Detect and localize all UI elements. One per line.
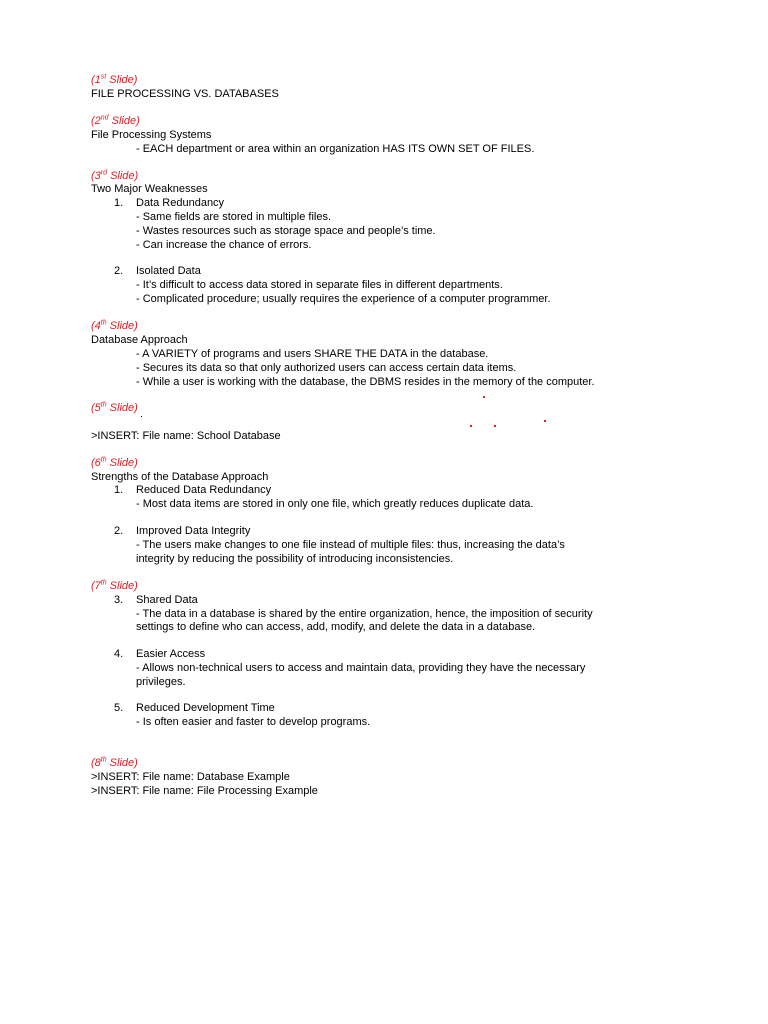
- slide-2-bullet: - EACH department or area within an organization HAS ITS OWN SET OF FILES.: [136, 143, 535, 155]
- slide-6-tag: (6th Slide): [91, 456, 138, 469]
- list-item-line: - Allows non-technical users to access and maintain data, providing they have the necessary: [136, 662, 586, 674]
- list-item-line: - Complicated procedure; usually requires the experience of a computer programmer.: [136, 293, 551, 305]
- slide-4-tag: (4th Slide): [91, 319, 138, 332]
- slide-1-tag: (1st Slide): [91, 73, 138, 86]
- list-item-line: - It’s difficult to access data stored in separate files in different departments.: [136, 279, 503, 291]
- document-title: FILE PROCESSING VS. DATABASES: [91, 88, 279, 100]
- slide-3-title: Two Major Weaknesses: [91, 183, 208, 195]
- list-item-line: settings to define who can access, add, modify, and delete the data in a database.: [136, 621, 536, 633]
- list-number: 3.: [114, 594, 124, 606]
- list-item-heading: Shared Data: [136, 594, 198, 606]
- stray-red-dot: [470, 425, 472, 427]
- slide-3-tag: (3rd Slide): [91, 169, 139, 182]
- list-number: 1.: [114, 484, 124, 496]
- stray-red-dot: [544, 420, 546, 422]
- list-number: 1.: [114, 197, 124, 209]
- slide-4-bullet: - Secures its data so that only authorized users can access certain data items.: [136, 362, 517, 374]
- list-item-heading: Reduced Data Redundancy: [136, 484, 272, 496]
- slide-6-title: Strengths of the Database Approach: [91, 471, 269, 483]
- list-number: 5.: [114, 702, 124, 714]
- slide-2-tag: (2nd Slide): [91, 114, 140, 127]
- list-item-heading: Easier Access: [136, 648, 206, 660]
- insert-note: >INSERT: File name: School Database: [91, 430, 281, 442]
- stray-red-dot: [494, 425, 496, 427]
- list-item-line: - Wastes resources such as storage space and people’s time.: [136, 225, 436, 237]
- stray-red-dot: [483, 396, 485, 398]
- list-item-line: privileges.: [136, 676, 186, 688]
- list-item-line: - Most data items are stored in only one file, which greatly reduces duplicate data.: [136, 498, 534, 510]
- list-item-heading: Improved Data Integrity: [136, 525, 251, 537]
- list-number: 4.: [114, 648, 124, 660]
- list-item-heading: Data Redundancy: [136, 197, 225, 209]
- list-number: 2.: [114, 265, 124, 277]
- list-item-heading: Isolated Data: [136, 265, 201, 277]
- slide-7-tag: (7th Slide): [91, 579, 138, 592]
- slide-4-bullet: - A VARIETY of programs and users SHARE THE DATA in the database.: [136, 348, 489, 360]
- list-number: 2.: [114, 525, 124, 537]
- insert-note: >INSERT: File name: Database Example: [91, 771, 290, 783]
- list-item-line: - The users make changes to one file instead of multiple files: thus, increasing the data’s: [136, 539, 565, 551]
- slide-4-title: Database Approach: [91, 334, 188, 346]
- list-item-line: - Can increase the chance of errors.: [136, 239, 312, 251]
- slide-4-bullet: - While a user is working with the database, the DBMS resides in the memory of the computer.: [136, 376, 595, 388]
- slide-5-tag: (5th Slide): [91, 401, 138, 414]
- list-item-heading: Reduced Development Time: [136, 702, 275, 714]
- list-item-line: - Is often easier and faster to develop programs.: [136, 716, 371, 728]
- insert-note: >INSERT: File name: File Processing Example: [91, 785, 318, 797]
- stray-mark: [141, 416, 142, 417]
- list-item-line: - The data in a database is shared by the entire organization, hence, the imposition of security: [136, 608, 593, 620]
- slide-8-tag: (8th Slide): [91, 756, 138, 769]
- list-item-line: integrity by reducing the possibility of introducing inconsistencies.: [136, 553, 454, 565]
- list-item-line: - Same fields are stored in multiple files.: [136, 211, 332, 223]
- slide-2-title: File Processing Systems: [91, 129, 212, 141]
